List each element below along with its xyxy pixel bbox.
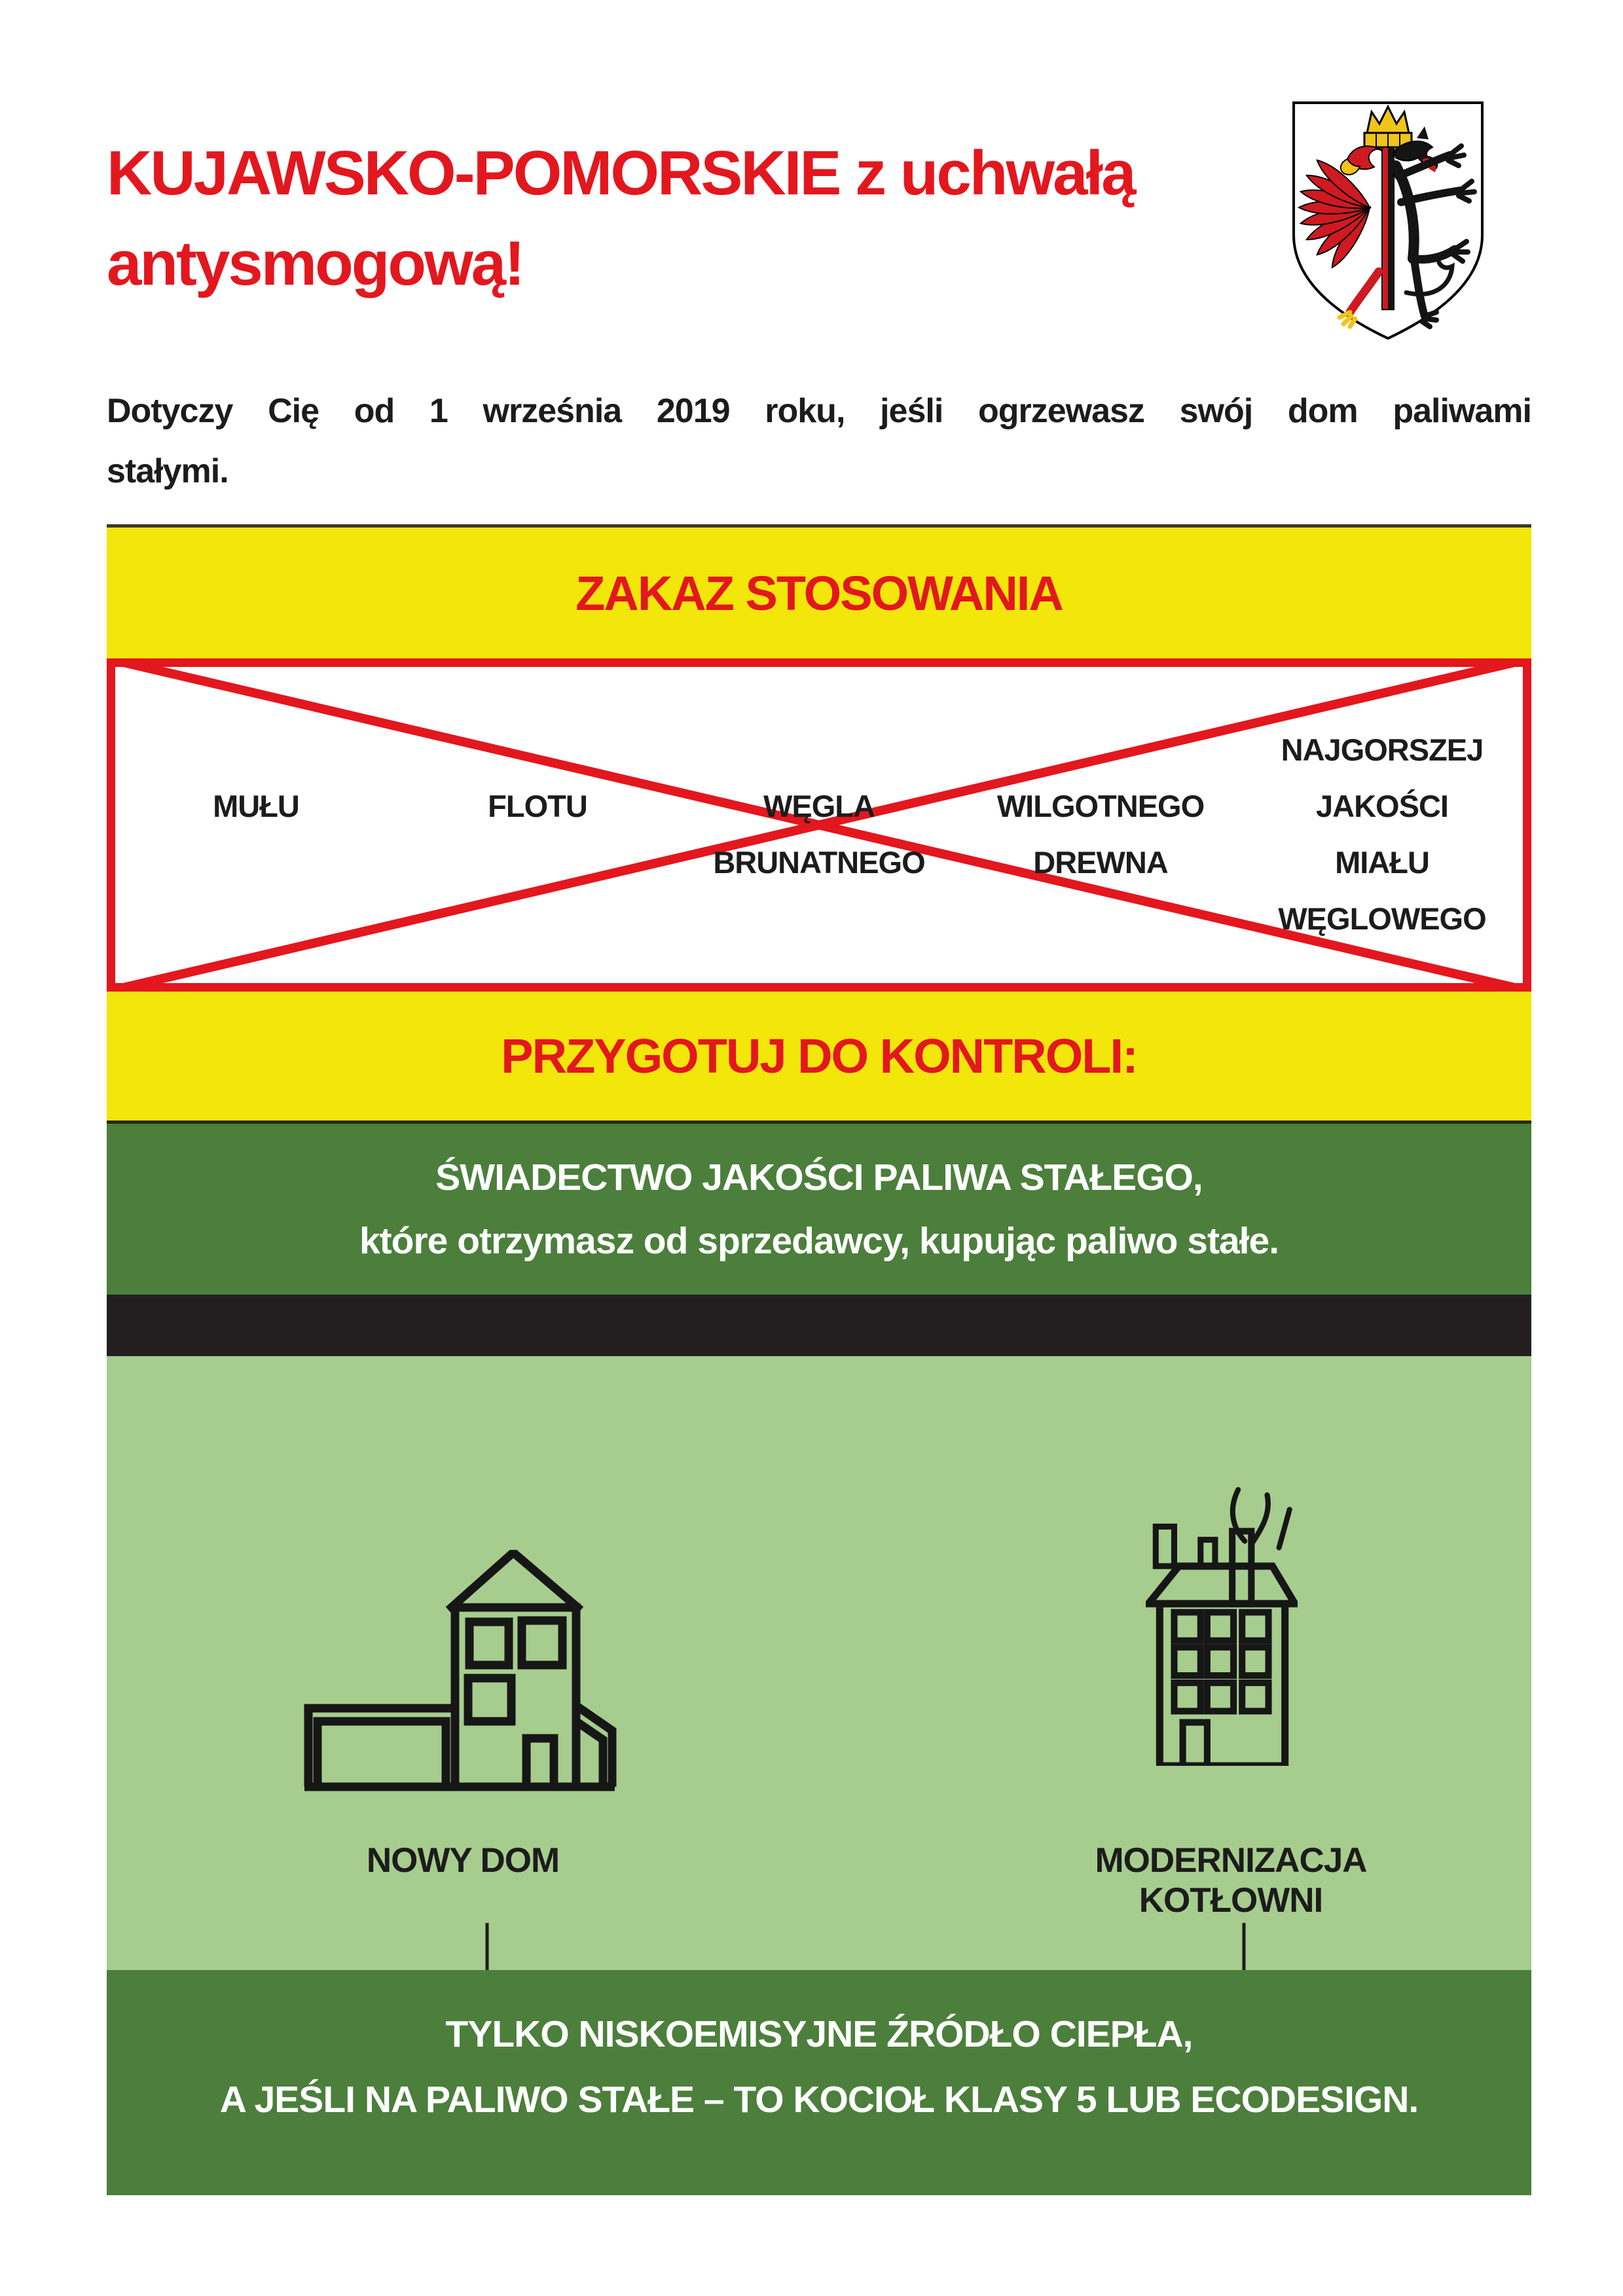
certificate-line1: ŚWIADECTWO JAKOŚCI PALIWA STAŁEGO, [435,1156,1203,1198]
fuel-line: WILGOTNEGO [996,789,1205,823]
intro-line1: Dotyczy Cię od 1 września 2019 roku, jeśli ogrzewasz swój dom paliwami [107,392,1531,430]
requirement-band [107,1970,1531,2195]
requirement-line2: A JEŚLI NA PALIWO STAŁE – TO KOCIOŁ KLASY 5 LUB ECODESIGN. [219,2079,1419,2121]
label-boiler-modernization: MODERNIZACJA KOTŁOWNI [1095,1841,1367,1920]
page-title-line2: antysmogową! [107,228,524,298]
banned-fuel-item [678,667,960,983]
page-title-line1: KUJAWSKO-POMORSKIE z uchwałą [107,138,1135,208]
black-divider [107,1295,1531,1356]
inspection-header-band [107,992,1531,1121]
fuel-line: WĘGLOWEGO [1278,901,1486,936]
label-new-house: NOWY DOM [366,1841,560,1880]
ban-header-band [107,528,1531,658]
banned-fuel-item [397,667,678,983]
certificate-band [107,1121,1531,1295]
coat-of-arms-icon [1290,97,1486,344]
banned-fuels-box [107,658,1531,992]
fuel-line: DREWNA [1033,845,1168,880]
intro-text [107,381,1531,501]
fuel-line: FLOTU [488,789,587,823]
fuel-line: MIAŁU [1335,845,1429,880]
inspection-header: PRZYGOTUJ DO KONTROLI: [501,1029,1137,1083]
boiler-modernization-icon [1146,1486,1298,1766]
fuel-line: NAJGORSZEJ [1281,732,1484,767]
requirement-line1: TYLKO NISKOEMISYJNE ŹRÓDŁO CIEPŁA, [445,2013,1193,2055]
fuel-line: MUŁU [213,789,299,823]
banned-fuels-list [115,667,1523,983]
new-house-icon [303,1550,617,1795]
page-title [107,128,1272,309]
fuel-line: JAKOŚCI [1316,789,1448,823]
ban-header: ZAKAZ STOSOWANIA [575,565,1063,620]
fuel-line: WĘGLA [763,789,875,823]
banned-fuel-item [960,667,1241,983]
banned-fuel-item [115,667,397,983]
certificate-line2: które otrzymasz od sprzedawcy, kupując paliwo stałe. [359,1219,1279,1262]
intro-line2: stałymi. [107,452,228,490]
banned-fuel-item [1241,667,1523,983]
fuel-line: BRUNATNEGO [713,845,925,880]
